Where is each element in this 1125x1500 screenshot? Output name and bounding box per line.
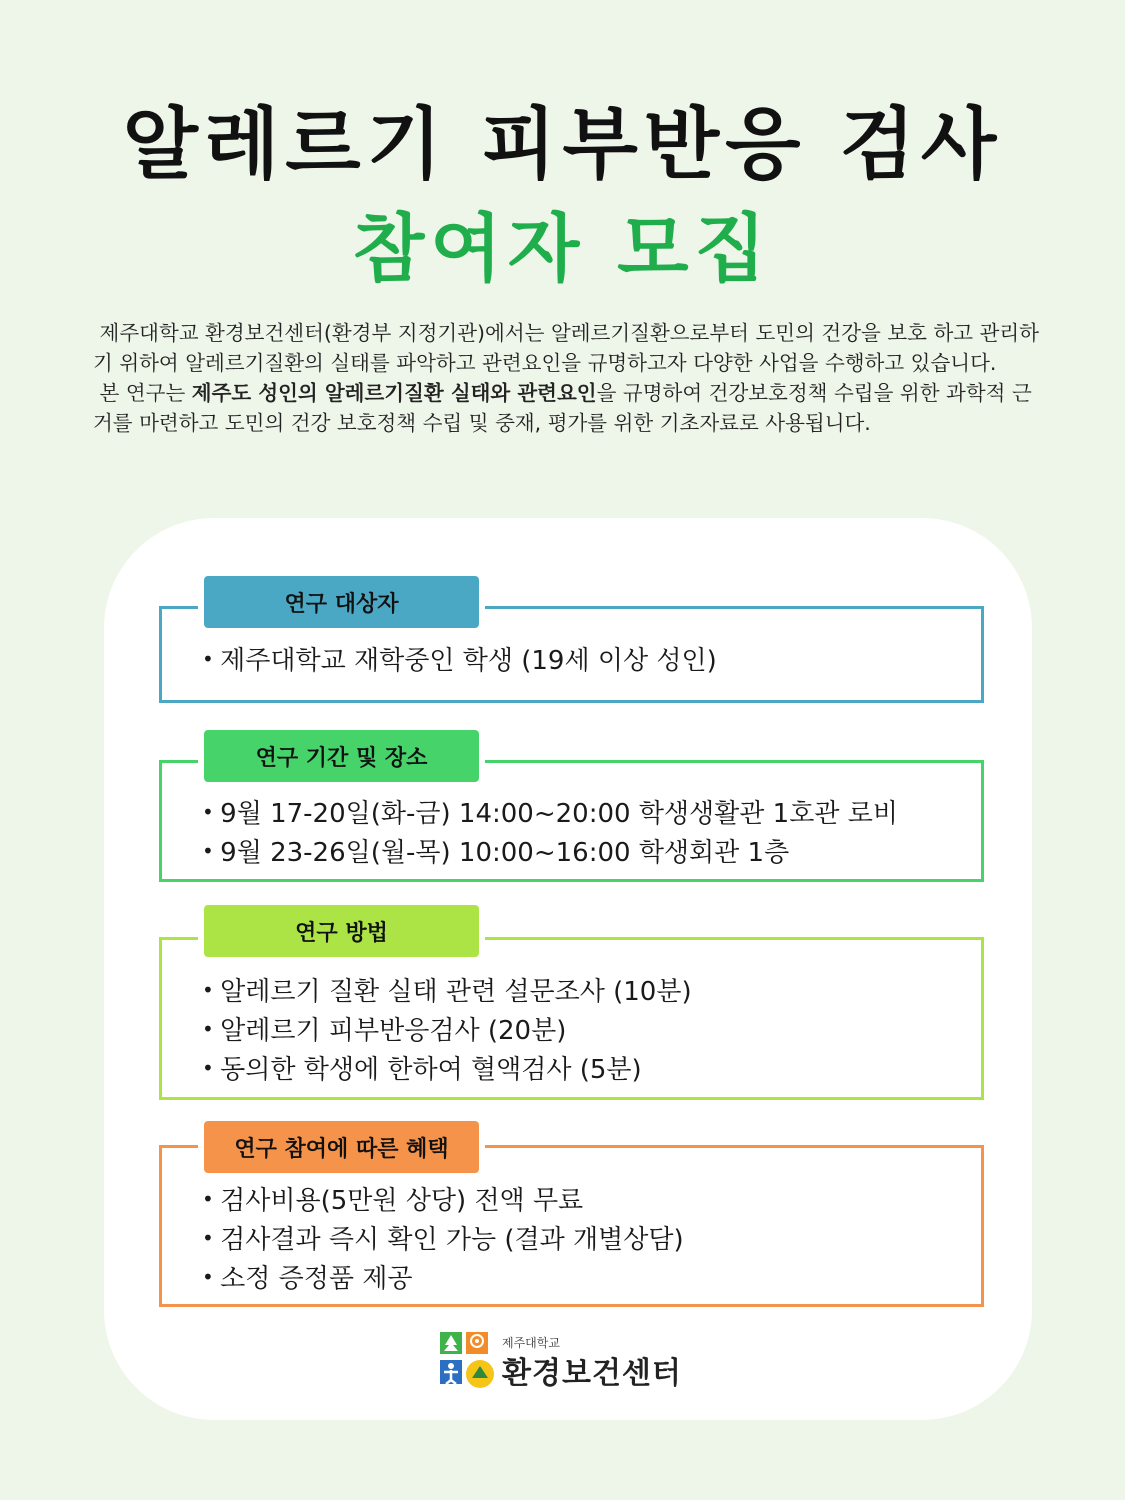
center-logo	[438, 1330, 698, 1396]
list-item: • 알레르기 피부반응검사 (20분)	[202, 1011, 692, 1050]
intro-paragraph-1	[93, 318, 1043, 378]
list-item: • 9월 23-26일(월-목) 10:00~16:00 학생회관 1층	[202, 833, 898, 872]
section-list-target	[202, 641, 717, 680]
section-tab-target: 연구 대상자	[198, 570, 485, 634]
section-tab-benefits: 연구 참여에 따른 혜택	[198, 1115, 485, 1179]
intro-p2-pre: 본 연구는	[99, 381, 192, 405]
intro-p2-post: 을 규명하여 건강보호정책 수립을 위한 과학적 근거를 마련하고 도민의 건강 보호정책 수립 및 중재, 평가를 위한 기초자료로 사용됩니다.	[93, 381, 1032, 435]
list-item: • 9월 17-20일(화-금) 14:00~20:00 학생생활관 1호관 로비	[202, 794, 898, 833]
list-item: • 동의한 학생에 한하여 혈액검사 (5분)	[202, 1050, 692, 1089]
section-list-period	[202, 794, 898, 872]
logo-university-name: 제주대학교	[502, 1336, 560, 1350]
environmental-health-center-logo-icon	[438, 1330, 494, 1392]
list-item: • 알레르기 질환 실태 관련 설문조사 (10분)	[202, 972, 692, 1011]
page-subtitle: 참여자 모집	[352, 206, 773, 292]
list-item: • 검사비용(5만원 상당) 전액 무료	[202, 1181, 684, 1220]
intro-text	[93, 318, 1043, 438]
section-list-method	[202, 972, 692, 1089]
intro-p1-text: 제주대학교 환경보건센터(환경부 지정기관)에서는 알레르기질환으로부터 도민의 건강을 보호 하고 관리하기 위하여 알레르기질환의 실태를 파악하고 관련요인을 규명하고자 다양한 사업을 수행하고 있습니다.	[93, 321, 1039, 375]
list-item: • 검사결과 즉시 확인 가능 (결과 개별상담)	[202, 1220, 684, 1259]
section-tab-period: 연구 기간 및 장소	[198, 724, 485, 788]
list-item: • 소정 증정품 제공	[202, 1259, 684, 1298]
section-tab-method: 연구 방법	[198, 899, 485, 963]
intro-p2-highlight: 제주도 성인의 알레르기질환 실태와 관련요인	[191, 381, 597, 405]
list-item: • 제주대학교 재학중인 학생 (19세 이상 성인)	[202, 641, 717, 680]
page-title: 알레르기 피부반응 검사	[122, 100, 1003, 190]
section-list-benefits	[202, 1181, 684, 1298]
intro-paragraph-2	[93, 378, 1043, 438]
logo-center-name: 환경보건센터	[502, 1356, 682, 1391]
